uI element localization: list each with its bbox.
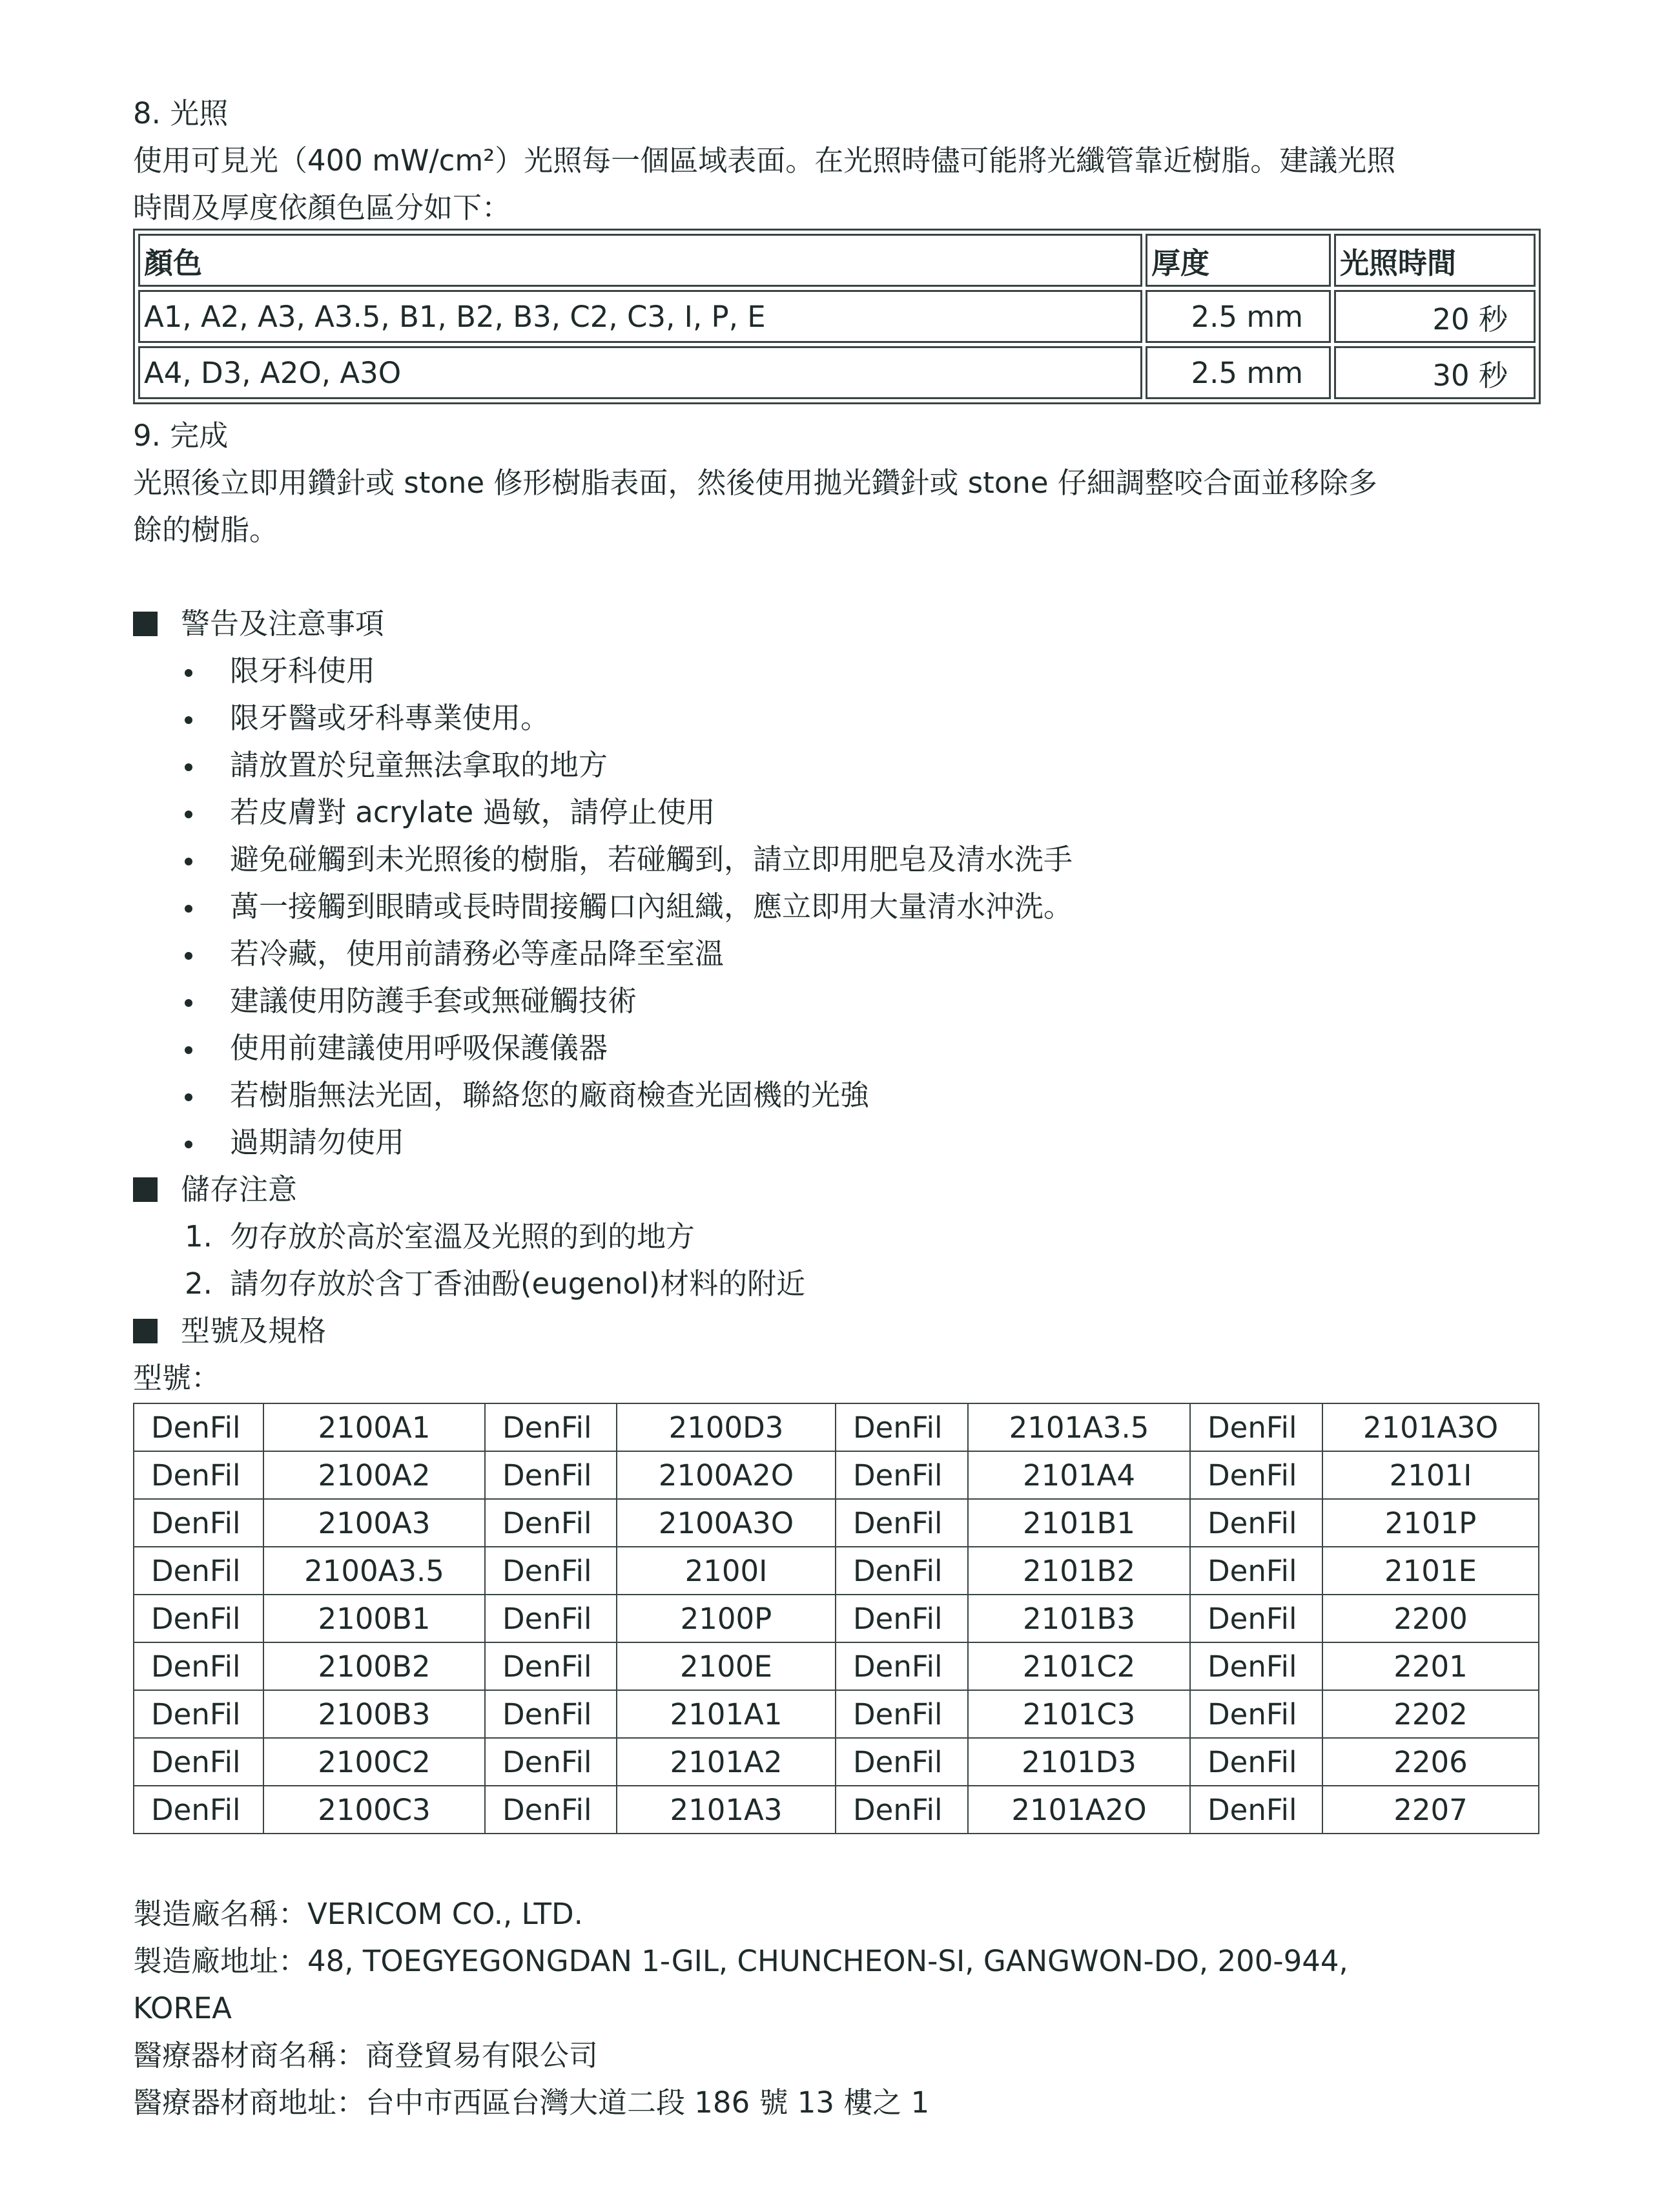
header-thickness: 厚度: [1146, 234, 1331, 287]
bullet-dot-icon: [185, 811, 192, 818]
cell-thickness: 2.5 mm: [1146, 346, 1331, 399]
bullet-item: [133, 930, 1541, 977]
model-code-cell: 2100C2: [263, 1738, 485, 1786]
table-header-row: [138, 234, 1536, 287]
model-code-cell: 2206: [1322, 1738, 1539, 1786]
brand-cell: DenFil: [134, 1547, 263, 1595]
bullet-dot-icon: [185, 858, 192, 865]
brand-cell: DenFil: [836, 1595, 968, 1642]
step-9-text: 光照後立即用鑽針或 stone 修形樹脂表面，然後使用拋光鑽針或 stone 仔細調整咬合面並移除多: [133, 466, 1377, 500]
item-text: 請勿存放於含丁香油酚(eugenol)材料的附近: [230, 1266, 806, 1301]
models-title: 型號及規格: [181, 1314, 327, 1348]
header-color: 顏色: [138, 234, 1142, 287]
cell-thickness: 2.5 mm: [1146, 290, 1331, 343]
footer-line: 醫療器材商地址：台中市西區台灣大道二段 186 號 13 樓之 1: [133, 2085, 930, 2120]
model-code-cell: 2101A4: [968, 1451, 1190, 1499]
bullet-item: [133, 1071, 1541, 1119]
table-row: [134, 1690, 1539, 1738]
brand-cell: DenFil: [485, 1642, 617, 1690]
footer-line: 醫療器材商名稱：商登貿易有限公司: [133, 2038, 599, 2072]
model-code-cell: 2101C3: [968, 1690, 1190, 1738]
table-row: [134, 1499, 1539, 1547]
bullet-text: 若冷藏，使用前請務必等產品降至室溫: [230, 936, 725, 971]
bullet-dot-icon: [185, 905, 192, 913]
brand-cell: DenFil: [1190, 1403, 1322, 1451]
model-code-cell: 2101A3.5: [968, 1403, 1190, 1451]
model-code-cell: 2101B3: [968, 1595, 1190, 1642]
brand-cell: DenFil: [134, 1595, 263, 1642]
bullet-dot-icon: [185, 1093, 192, 1101]
item-number: 2.: [185, 1266, 212, 1301]
brand-cell: DenFil: [836, 1690, 968, 1738]
curing-time-table: [133, 229, 1541, 404]
bullet-item: [133, 883, 1541, 930]
model-code-cell: 2101A3: [617, 1786, 836, 1834]
brand-cell: DenFil: [134, 1690, 263, 1738]
brand-cell: DenFil: [485, 1690, 617, 1738]
model-code-cell: 2200: [1322, 1595, 1539, 1642]
step-9-title: 9. 完成: [133, 419, 229, 453]
bullet-item: [133, 1119, 1541, 1166]
table-row: [138, 346, 1536, 399]
list-item: [133, 1260, 1541, 1307]
model-code-cell: 2101P: [1322, 1499, 1539, 1547]
bullet-dot-icon: [185, 999, 192, 1007]
brand-cell: DenFil: [1190, 1547, 1322, 1595]
model-code-cell: 2101D3: [968, 1738, 1190, 1786]
footer-line: 製造廠地址：48, TOEGYEGONGDAN 1-GIL, CHUNCHEON-SI, GANGWON-DO, 200-944,: [133, 1944, 1348, 1978]
brand-cell: DenFil: [1190, 1642, 1322, 1690]
models-table: [133, 1403, 1539, 1834]
brand-cell: DenFil: [836, 1451, 968, 1499]
step-8-text: 使用可見光（400 mW/cm²）光照每一個區域表面。在光照時儘可能將光纖管靠近樹脂。建議光照: [133, 143, 1396, 178]
bullet-dot-icon: [185, 669, 192, 677]
bullet-dot-icon: [185, 763, 192, 771]
model-code-cell: 2100A3O: [617, 1499, 836, 1547]
cell-shades: A1, A2, A3, A3.5, B1, B2, B3, C2, C3, I, P, E: [138, 290, 1142, 343]
brand-cell: DenFil: [1190, 1595, 1322, 1642]
bullet-text: 若樹脂無法光固，聯絡您的廠商檢查光固機的光強: [230, 1078, 870, 1112]
cell-time: 30 秒: [1334, 346, 1536, 399]
step-8-text: 時間及厚度依顏色區分如下：: [133, 191, 511, 225]
model-code-cell: 2101A2: [617, 1738, 836, 1786]
model-code-cell: 2100A1: [263, 1403, 485, 1451]
brand-cell: DenFil: [1190, 1738, 1322, 1786]
table-row: [134, 1451, 1539, 1499]
manufacturer-info: [133, 1890, 1541, 2126]
header-cure-time: 光照時間: [1334, 234, 1536, 287]
item-number: 1.: [185, 1219, 212, 1254]
table-row: [134, 1595, 1539, 1642]
bullet-text: 若皮膚對 acrylate 過敏，請停止使用: [230, 795, 715, 829]
brand-cell: DenFil: [134, 1642, 263, 1690]
bullet-text: 過期請勿使用: [230, 1125, 405, 1159]
table-row: [134, 1642, 1539, 1690]
brand-cell: DenFil: [134, 1451, 263, 1499]
brand-cell: DenFil: [134, 1786, 263, 1834]
table-row: [134, 1786, 1539, 1834]
model-code-cell: 2100A3: [263, 1499, 485, 1547]
model-code-cell: 2101I: [1322, 1451, 1539, 1499]
cell-shades: A4, D3, A2O, A3O: [138, 346, 1142, 399]
bullet-text: 使用前建議使用呼吸保護儀器: [230, 1031, 608, 1065]
storage-heading: [133, 1166, 1541, 1213]
notes-section: [133, 600, 1541, 1401]
model-code-cell: 2101C2: [968, 1642, 1190, 1690]
model-code-cell: 2100P: [617, 1595, 836, 1642]
model-code-cell: 2100A3.5: [263, 1547, 485, 1595]
item-text: 勿存放於高於室溫及光照的到的地方: [230, 1219, 695, 1254]
square-bullet-icon: [133, 1319, 158, 1343]
bullet-item: [133, 836, 1541, 883]
bullet-text: 萬一接觸到眼睛或長時間接觸口內組織，應立即用大量清水沖洗。: [230, 889, 1073, 924]
bullet-item: [133, 1024, 1541, 1071]
bullet-dot-icon: [185, 1141, 192, 1148]
bullet-item: [133, 647, 1541, 694]
model-code-cell: 2201: [1322, 1642, 1539, 1690]
storage-title: 儲存注意: [181, 1172, 298, 1206]
model-code-cell: 2100A2O: [617, 1451, 836, 1499]
footer-line: KOREA: [133, 1991, 232, 2025]
brand-cell: DenFil: [1190, 1499, 1322, 1547]
list-item: [133, 1213, 1541, 1260]
bullet-text: 限牙科使用: [230, 654, 376, 688]
brand-cell: DenFil: [134, 1499, 263, 1547]
brand-cell: DenFil: [836, 1499, 968, 1547]
brand-cell: DenFil: [134, 1403, 263, 1451]
models-label: 型號：: [133, 1361, 221, 1395]
bullet-item: [133, 741, 1541, 789]
brand-cell: DenFil: [836, 1642, 968, 1690]
step-9-text: 餘的樹脂。: [133, 513, 279, 547]
model-code-cell: 2202: [1322, 1690, 1539, 1738]
warnings-heading: [133, 600, 1541, 647]
brand-cell: DenFil: [485, 1403, 617, 1451]
warnings-title: 警告及注意事項: [181, 606, 385, 641]
model-code-cell: 2100D3: [617, 1403, 836, 1451]
model-code-cell: 2207: [1322, 1786, 1539, 1834]
table-row: [134, 1403, 1539, 1451]
brand-cell: DenFil: [485, 1786, 617, 1834]
model-code-cell: 2101A1: [617, 1690, 836, 1738]
table-row: [138, 290, 1536, 343]
step-8-section: [133, 90, 1541, 231]
model-code-cell: 2101A3O: [1322, 1403, 1539, 1451]
brand-cell: DenFil: [836, 1786, 968, 1834]
model-code-cell: 2100I: [617, 1547, 836, 1595]
model-code-cell: 2101A2O: [968, 1786, 1190, 1834]
cell-time: 20 秒: [1334, 290, 1536, 343]
brand-cell: DenFil: [836, 1403, 968, 1451]
models-heading: [133, 1307, 1541, 1354]
model-code-cell: 2101B1: [968, 1499, 1190, 1547]
brand-cell: DenFil: [485, 1499, 617, 1547]
bullet-item: [133, 694, 1541, 741]
table-row: [134, 1547, 1539, 1595]
model-code-cell: 2100B3: [263, 1690, 485, 1738]
bullet-item: [133, 977, 1541, 1024]
brand-cell: DenFil: [1190, 1786, 1322, 1834]
brand-cell: DenFil: [1190, 1690, 1322, 1738]
square-bullet-icon: [133, 1177, 158, 1202]
brand-cell: DenFil: [134, 1738, 263, 1786]
bullet-text: 建議使用防護手套或無碰觸技術: [230, 984, 637, 1018]
brand-cell: DenFil: [836, 1547, 968, 1595]
brand-cell: DenFil: [485, 1451, 617, 1499]
brand-cell: DenFil: [485, 1738, 617, 1786]
model-code-cell: 2100E: [617, 1642, 836, 1690]
model-code-cell: 2100C3: [263, 1786, 485, 1834]
bullet-dot-icon: [185, 716, 192, 724]
bullet-dot-icon: [185, 952, 192, 960]
brand-cell: DenFil: [485, 1595, 617, 1642]
brand-cell: DenFil: [485, 1547, 617, 1595]
brand-cell: DenFil: [1190, 1451, 1322, 1499]
step-9-section: [133, 412, 1541, 553]
model-code-cell: 2101B2: [968, 1547, 1190, 1595]
table-row: [134, 1738, 1539, 1786]
bullet-text: 請放置於兒童無法拿取的地方: [230, 748, 608, 782]
model-code-cell: 2100B1: [263, 1595, 485, 1642]
bullet-dot-icon: [185, 1046, 192, 1054]
square-bullet-icon: [133, 612, 158, 636]
bullet-text: 限牙醫或牙科專業使用。: [230, 701, 550, 735]
model-code-cell: 2100A2: [263, 1451, 485, 1499]
bullet-item: [133, 789, 1541, 836]
footer-line: 製造廠名稱：VERICOM CO., LTD.: [133, 1897, 583, 1931]
model-code-cell: 2101E: [1322, 1547, 1539, 1595]
model-code-cell: 2100B2: [263, 1642, 485, 1690]
brand-cell: DenFil: [836, 1738, 968, 1786]
step-8-title: 8. 光照: [133, 96, 229, 130]
bullet-text: 避免碰觸到未光照後的樹脂，若碰觸到，請立即用肥皂及清水洗手: [230, 842, 1073, 876]
